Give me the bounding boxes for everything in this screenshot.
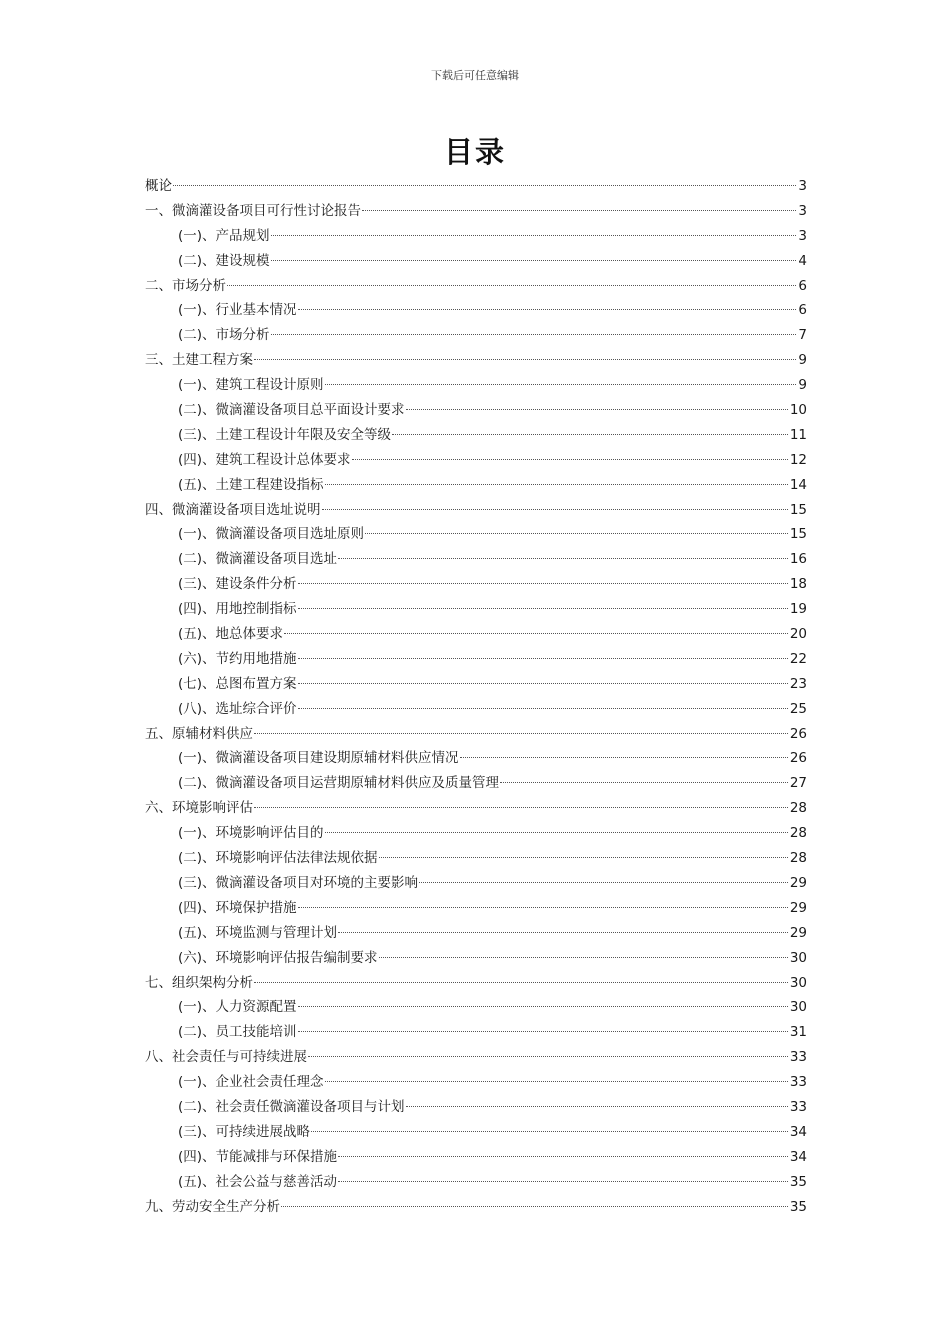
toc-entry-label: (一)、行业基本情况 <box>178 302 297 319</box>
toc-subentry[interactable] <box>145 522 807 547</box>
toc-subentry[interactable] <box>145 672 807 697</box>
toc-entry-label: 四、微滴灌设备项目选址说明 <box>145 501 321 518</box>
toc-subentry[interactable] <box>145 597 807 622</box>
dot-leader <box>322 509 788 510</box>
header-note: 下载后可任意编辑 <box>431 69 519 82</box>
dot-leader <box>284 633 788 634</box>
dot-leader <box>298 583 788 584</box>
table-of-contents <box>145 174 807 1219</box>
toc-page-number: 9 <box>798 352 807 369</box>
toc-subentry[interactable] <box>145 298 807 323</box>
toc-subentry[interactable] <box>145 224 807 249</box>
toc-page-number: 30 <box>789 974 807 991</box>
toc-page-number: 14 <box>789 476 807 493</box>
toc-entry[interactable] <box>145 174 807 199</box>
toc-subentry[interactable] <box>145 1120 807 1145</box>
toc-page-number: 33 <box>789 1049 807 1066</box>
dot-leader <box>325 484 788 485</box>
toc-entry-label: (一)、环境影响评估目的 <box>178 825 324 842</box>
toc-entry-label: 七、组织架构分析 <box>145 974 253 991</box>
dot-leader <box>352 459 788 460</box>
toc-subentry[interactable] <box>145 373 807 398</box>
toc-page-number: 19 <box>789 601 807 618</box>
toc-page-number: 3 <box>798 178 807 194</box>
dot-leader <box>338 932 788 933</box>
toc-entry-label: (六)、节约用地措施 <box>178 650 297 667</box>
toc-page-number: 34 <box>789 1148 807 1165</box>
toc-entry-label: 一、微滴灌设备项目可行性讨论报告 <box>145 202 361 219</box>
dot-leader <box>308 1056 788 1057</box>
toc-page-number: 35 <box>789 1198 807 1215</box>
dot-leader <box>298 907 788 908</box>
toc-entry-label: (三)、微滴灌设备项目对环境的主要影响 <box>178 874 419 891</box>
toc-entry-label: (五)、土建工程建设指标 <box>178 476 324 493</box>
toc-entry-label: (二)、微滴灌设备项目总平面设计要求 <box>178 402 405 419</box>
dot-leader <box>460 757 788 758</box>
dot-leader <box>298 1031 788 1032</box>
toc-entry-label: (一)、人力资源配置 <box>178 999 297 1016</box>
toc-page-number: 28 <box>789 800 807 817</box>
toc-subentry[interactable] <box>145 846 807 871</box>
dot-leader <box>173 185 796 186</box>
toc-subentry[interactable] <box>145 1170 807 1195</box>
toc-entry-label: (四)、节能减排与环保措施 <box>178 1148 338 1165</box>
dot-leader <box>271 235 797 236</box>
toc-page-number: 26 <box>789 750 807 767</box>
toc-subentry[interactable] <box>145 1145 807 1170</box>
toc-entry-label: (二)、微滴灌设备项目选址 <box>178 551 338 568</box>
dot-leader <box>392 434 788 435</box>
toc-page-number: 10 <box>789 402 807 419</box>
toc-entry-label: (八)、选址综合评价 <box>178 700 297 717</box>
toc-subentry[interactable] <box>145 547 807 572</box>
toc-entry-label: (一)、产品规划 <box>178 227 270 244</box>
dot-leader <box>325 1081 788 1082</box>
toc-page-number: 33 <box>789 1074 807 1091</box>
toc-entry-label: (二)、建设规模 <box>178 252 270 269</box>
toc-entry-label: (一)、建筑工程设计原则 <box>178 377 324 394</box>
toc-subentry[interactable] <box>145 921 807 946</box>
toc-page-number: 20 <box>789 626 807 643</box>
toc-subentry[interactable] <box>145 1095 807 1120</box>
toc-entry-label: (二)、环境影响评估法律法规依据 <box>178 850 378 867</box>
toc-subentry[interactable] <box>145 697 807 722</box>
toc-subentry[interactable] <box>145 746 807 771</box>
toc-entry-label: (五)、地总体要求 <box>178 626 284 643</box>
toc-subentry[interactable] <box>145 398 807 423</box>
toc-entry[interactable] <box>145 971 807 996</box>
toc-entry-label: (七)、总图布置方案 <box>178 675 297 692</box>
toc-page-number: 6 <box>798 277 807 294</box>
toc-subentry[interactable] <box>145 647 807 672</box>
toc-page-number: 31 <box>789 1024 807 1041</box>
toc-entry-label: (三)、土建工程设计年限及安全等级 <box>178 426 392 443</box>
toc-page-number: 11 <box>789 426 807 443</box>
toc-page-number: 28 <box>789 825 807 842</box>
toc-page-number: 30 <box>789 999 807 1016</box>
toc-entry-label: 二、市场分析 <box>145 277 226 294</box>
toc-entry-label: (一)、企业社会责任理念 <box>178 1074 324 1091</box>
toc-page-number: 27 <box>789 775 807 792</box>
toc-entry-label: 六、环境影响评估 <box>145 800 253 817</box>
toc-entry-label: (二)、微滴灌设备项目运营期原辅材料供应及质量管理 <box>178 775 500 792</box>
toc-entry-label: (三)、可持续进展战略 <box>178 1123 311 1140</box>
toc-subentry[interactable] <box>145 423 807 448</box>
page-title: 目录 <box>443 135 506 169</box>
dot-leader <box>298 608 788 609</box>
dot-leader <box>227 285 796 286</box>
dot-leader <box>379 957 788 958</box>
toc-subentry[interactable] <box>145 323 807 348</box>
toc-entry-label: (二)、市场分析 <box>178 327 270 344</box>
toc-page-number: 29 <box>789 874 807 891</box>
toc-subentry[interactable] <box>145 871 807 896</box>
toc-page-number: 15 <box>789 501 807 518</box>
toc-entry-label: (三)、建设条件分析 <box>178 576 297 593</box>
dot-leader <box>271 334 797 335</box>
dot-leader <box>338 1156 788 1157</box>
dot-leader <box>298 309 797 310</box>
toc-entry-label: (一)、微滴灌设备项目建设期原辅材料供应情况 <box>178 750 459 767</box>
toc-page-number: 3 <box>798 227 807 244</box>
dot-leader <box>298 1006 788 1007</box>
toc-entry-label: 五、原辅材料供应 <box>145 725 253 742</box>
toc-subentry[interactable] <box>145 946 807 971</box>
dot-leader <box>406 409 788 410</box>
dot-leader <box>338 558 788 559</box>
toc-page-number: 26 <box>789 725 807 742</box>
dot-leader <box>325 832 788 833</box>
toc-subentry[interactable] <box>145 448 807 473</box>
dot-leader <box>254 733 788 734</box>
toc-entry-label: (四)、用地控制指标 <box>178 601 297 618</box>
toc-page-number: 34 <box>789 1123 807 1140</box>
toc-entry-label: (一)、微滴灌设备项目选址原则 <box>178 526 365 543</box>
dot-leader <box>298 683 788 684</box>
toc-page-number: 15 <box>789 526 807 543</box>
toc-entry-label: (四)、建筑工程设计总体要求 <box>178 451 351 468</box>
toc-entry[interactable] <box>145 1045 807 1070</box>
dot-leader <box>379 857 788 858</box>
dot-leader <box>338 1181 788 1182</box>
toc-page-number: 28 <box>789 850 807 867</box>
toc-entry-label: (五)、社会公益与慈善活动 <box>178 1173 338 1190</box>
toc-page-number: 29 <box>789 924 807 941</box>
toc-page-number: 6 <box>798 302 807 319</box>
toc-entry[interactable] <box>145 348 807 373</box>
toc-entry-label: (四)、环境保护措施 <box>178 899 297 916</box>
dot-leader <box>325 384 797 385</box>
toc-page-number: 29 <box>789 899 807 916</box>
toc-page-number: 18 <box>789 576 807 593</box>
toc-page-number: 35 <box>789 1173 807 1190</box>
toc-page-number: 25 <box>789 700 807 717</box>
toc-subentry[interactable] <box>145 249 807 274</box>
toc-entry[interactable] <box>145 199 807 224</box>
dot-leader <box>406 1106 788 1107</box>
dot-leader <box>271 260 797 261</box>
toc-entry-label: 概论 <box>145 178 172 194</box>
toc-page-number: 4 <box>798 252 807 269</box>
dot-leader <box>254 982 788 983</box>
toc-entry[interactable] <box>145 1195 807 1220</box>
dot-leader <box>311 1131 788 1132</box>
toc-page-number: 16 <box>789 551 807 568</box>
toc-entry-label: (二)、员工技能培训 <box>178 1024 297 1041</box>
toc-entry-label: (二)、社会责任微滴灌设备项目与计划 <box>178 1098 405 1115</box>
toc-subentry[interactable] <box>145 473 807 498</box>
toc-subentry[interactable] <box>145 1020 807 1045</box>
toc-entry-label: (五)、环境监测与管理计划 <box>178 924 338 941</box>
dot-leader <box>500 782 788 783</box>
dot-leader <box>298 658 788 659</box>
toc-entry[interactable] <box>145 722 807 747</box>
toc-page-number: 30 <box>789 949 807 966</box>
dot-leader <box>365 533 788 534</box>
toc-entry[interactable] <box>145 498 807 523</box>
toc-subentry[interactable] <box>145 622 807 647</box>
toc-page-number: 7 <box>798 327 807 344</box>
toc-page-number: 22 <box>789 650 807 667</box>
toc-entry-label: (六)、环境影响评估报告编制要求 <box>178 949 378 966</box>
dot-leader <box>281 1206 788 1207</box>
dot-leader <box>298 708 788 709</box>
toc-subentry[interactable] <box>145 1070 807 1095</box>
toc-page-number: 12 <box>789 451 807 468</box>
toc-page-number: 9 <box>798 377 807 394</box>
dot-leader <box>419 882 788 883</box>
toc-page-number: 33 <box>789 1098 807 1115</box>
dot-leader <box>254 807 788 808</box>
toc-entry[interactable] <box>145 796 807 821</box>
dot-leader <box>362 210 796 211</box>
toc-entry-label: 三、土建工程方案 <box>145 352 253 369</box>
toc-page-number: 23 <box>789 675 807 692</box>
toc-subentry[interactable] <box>145 995 807 1020</box>
toc-subentry[interactable] <box>145 821 807 846</box>
toc-subentry[interactable] <box>145 771 807 796</box>
toc-subentry[interactable] <box>145 896 807 921</box>
toc-entry-label: 八、社会责任与可持续进展 <box>145 1049 307 1066</box>
dot-leader <box>254 359 796 360</box>
toc-subentry[interactable] <box>145 572 807 597</box>
toc-page-number: 3 <box>798 202 807 219</box>
toc-entry-label: 九、劳动安全生产分析 <box>145 1198 280 1215</box>
toc-entry[interactable] <box>145 274 807 299</box>
